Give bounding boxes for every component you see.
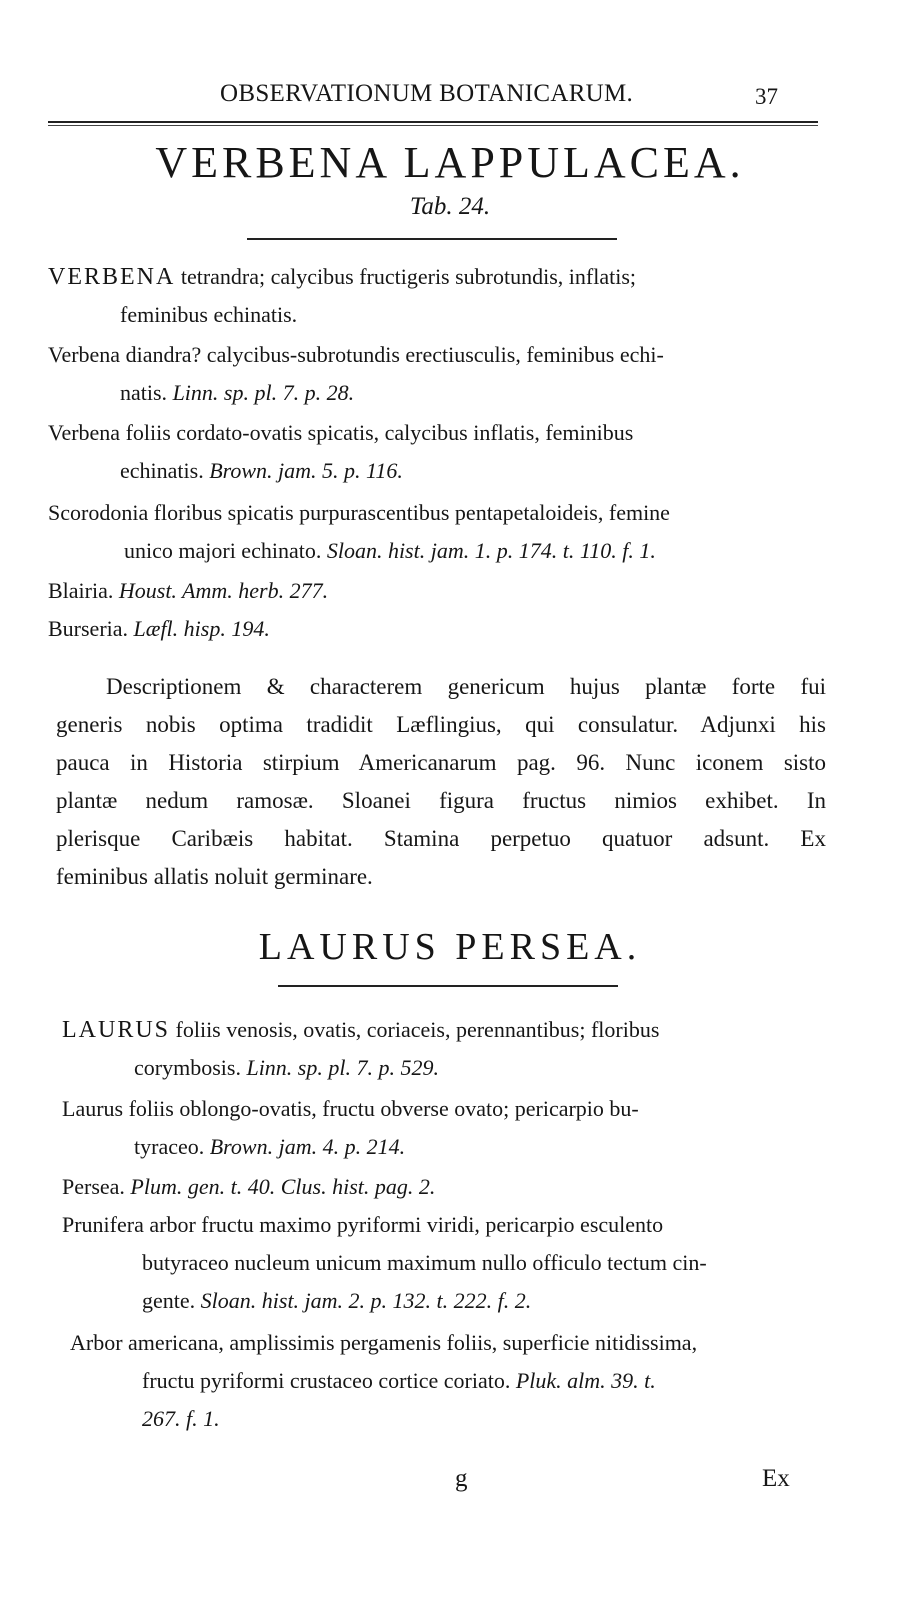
description-paragraph xyxy=(56,668,826,896)
entry-text: tetrandra; calycibus fructigeris subrotundis, inflatis; xyxy=(175,264,637,289)
entry-text: americana, amplissimis pergamenis foliis, superficie nitidissima, xyxy=(122,1330,698,1355)
plate-reference: Tab. 24. xyxy=(409,193,491,220)
synonym-entry xyxy=(48,494,670,570)
entry-citation: Sloan. hist. jam. 1. p. 174. t. 110. f. 1. xyxy=(326,538,656,563)
entry-text: arbor fructu maximo pyriformi viridi, pericarpio esculento xyxy=(143,1212,664,1237)
entry-citation: Pluk. alm. 39. t. xyxy=(515,1368,656,1393)
entry-lead: VERBENA xyxy=(48,264,176,290)
entry-continuation: echinatis. xyxy=(120,458,210,483)
paragraph-line: pauca in Historia stirpium Americanarum pag. 96. Nunc iconem sisto xyxy=(56,750,826,775)
entry-lead: Scorodonia xyxy=(48,500,149,525)
paragraph-line: generis nobis optima tradidit Læflingius, qui consulatur. Adjunxi his xyxy=(56,712,826,737)
entry-continuation: tyraceo. xyxy=(134,1134,210,1159)
paragraph-line: plerisque Caribæis habitat. Stamina perpetuo quatuor adsunt. Ex xyxy=(56,826,826,851)
entry-continuation: unico majori echinato. xyxy=(124,538,327,563)
entry-continuation: feminibus echinatis. xyxy=(120,302,298,327)
entry-lead: LAURUS xyxy=(62,1017,171,1043)
signature-mark: g xyxy=(455,1465,468,1492)
synonym-entry xyxy=(48,258,636,334)
entry-continuation: butyraceo nucleum unicum maximum nullo officulo tectum cin- xyxy=(142,1250,707,1275)
entry-citation: Linn. sp. pl. 7. p. 28. xyxy=(172,380,355,405)
synonym-entry xyxy=(48,414,633,490)
paragraph-line: plantæ nedum ramosæ. Sloanei figura fructus nimios exhibet. In xyxy=(56,788,826,813)
entry-lead: Laurus xyxy=(62,1096,124,1121)
synonym-entry xyxy=(62,1011,659,1087)
synonym-entry xyxy=(62,1206,707,1320)
catchword: Ex xyxy=(762,1465,790,1492)
entry-citation: Plum. gen. t. 40. Clus. hist. pag. 2. xyxy=(130,1174,436,1199)
entry-lead: Blairia. xyxy=(48,578,114,603)
synonym-entry xyxy=(48,572,328,610)
entry-text: foliis cordato-ovatis spicatis, calycibus inflatis, feminibus xyxy=(120,420,634,445)
entry-text: diandra? calycibus-subrotundis erectiusculis, feminibus echi- xyxy=(120,342,664,367)
section-title-verbena: VERBENA LAPPULACEA. xyxy=(155,138,745,187)
entry-lead: Arbor xyxy=(70,1330,123,1355)
paragraph-line: feminibus allatis noluit germinare. xyxy=(56,864,373,889)
synonym-entry xyxy=(62,1168,435,1206)
synonym-entry xyxy=(70,1324,697,1438)
entry-citation: Linn. sp. pl. 7. p. 529. xyxy=(246,1055,439,1080)
entry-continuation: gente. xyxy=(142,1288,201,1313)
synonym-entry xyxy=(62,1090,639,1166)
entry-continuation: corymbosis. xyxy=(134,1055,247,1080)
page-number: 37 xyxy=(755,84,778,109)
section-title-laurus: LAURUS PERSEA. xyxy=(258,926,642,968)
header-rule xyxy=(48,121,818,126)
entry-citation: Læfl. hisp. 194. xyxy=(133,616,270,641)
entry-lead: Burseria. xyxy=(48,616,129,641)
synonym-entry xyxy=(48,610,270,648)
entry-citation: Sloan. hist. jam. 2. p. 132. t. 222. f. 2. xyxy=(200,1288,532,1313)
entry-citation: Houst. Amm. herb. 277. xyxy=(118,578,329,603)
title-rule xyxy=(278,985,618,987)
entry-text: foliis oblongo-ovatis, fructu obverse ovato; pericarpio bu- xyxy=(123,1096,639,1121)
entry-citation: Brown. jam. 5. p. 116. xyxy=(209,458,403,483)
synonym-entry xyxy=(48,336,664,412)
entry-continuation: natis. xyxy=(120,380,173,405)
entry-citation: 267. f. 1. xyxy=(142,1406,220,1431)
entry-text: foliis venosis, ovatis, coriaceis, perennantibus; floribus xyxy=(170,1017,660,1042)
entry-text: floribus spicatis purpurascentibus pentapetaloideis, femine xyxy=(148,500,670,525)
paragraph-line: Descriptionem & characterem genericum hujus plantæ forte fui xyxy=(106,674,826,699)
entry-lead: Verbena xyxy=(48,342,121,367)
running-title: OBSERVATIONUM BOTANICARUM. xyxy=(220,80,634,107)
entry-lead: Persea. xyxy=(62,1174,125,1199)
entry-continuation: fructu pyriformi crustaceo cortice coriato. xyxy=(142,1368,516,1393)
entry-lead: Verbena xyxy=(48,420,121,445)
entry-citation: Brown. jam. 4. p. 214. xyxy=(209,1134,406,1159)
entry-lead: Prunifera xyxy=(62,1212,144,1237)
title-rule xyxy=(247,238,617,240)
